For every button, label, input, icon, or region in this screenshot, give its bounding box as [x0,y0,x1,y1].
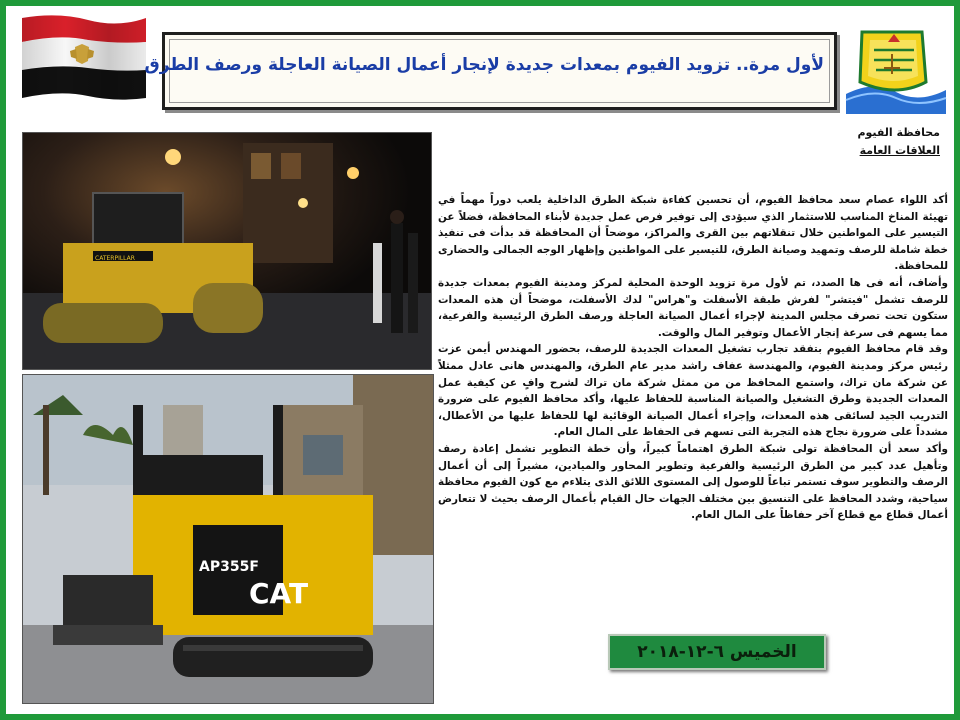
date-plate [608,634,826,670]
photo2-model-label: AP355F [199,559,259,575]
egypt-flag-icon [18,12,150,106]
article-paragraph: وأضاف، أنه فى ها الصدد، تم لأول مرة تزويد الوحدة المحلية لمركز ومدينة الفيوم بمعدات جديدة للرصف تشمل "فيتشر" لفرش طبقة الأسفلت و"هراس" لدك الأسفلت، موضحاً أن هذه المعدات ستكون تحت تصرف مجلس المدينة لإجراء أعمال الصيانة العاجلة ورصف الطرق الرئيسية والفرعية، مما يسهم فى سرعة إنجار الأعمال وتوفير المال والوقت. [438,276,948,339]
article-body [438,192,948,524]
article-paragraph: وأكد سعد أن المحافظة تولى شبكة الطرق اهتماماً كبيراً، وأن خطة التطوير تشمل إعادة رصف وتأهيل عدد كبير من الطرق الرئيسية والفرعية وتطوير المحاور والميادين، مشيراً إلى أن أعمال الرصف والتطوير سوف تستمر تباعاً للوصول إلى المستوى اللائق الذى يتلاءم مع كون الفيوم محافظة سياحية، وشدد المحافظ على التنسيق بين مختلف الجهات حال القيام بأعمال الرصف بحيث لا تتعارض أعمال قطاع مع قطاع آخر حفاظاً على المال العام. [438,442,948,522]
fayoum-governorate-logo-icon [844,20,948,114]
photo1-brand-label: CATERPILLAR [95,255,135,262]
publication-date: الخميس ٦-١٢-٢٠١٨ [637,642,797,662]
cat-asphalt-paver-photo [22,374,434,704]
article-paragraph: وقد قام محافظ الفيوم بتفقد تجارب تشغيل المعدات الجديدة للرصف، بحضور المهندس أيمن عزت رئيس مركز ومدينة الفيوم، والمهندسة عفاف راشد مدير عام الطرق، والمهندس هانى عادل ممثلاً عن شركة مان تراك، واستمع المحافظ من من ممثل شركة مان تراك لشرح وافٍ عن كيفية عمل المعدات الجديدة وطرق التشغيل والصيانة المناسبة للحفاظ عليها، وأكد محافظ الفيوم على ضرورة التدريب الجيد لسائقى هذه المعدات، وإجراء أعمال الصيانة الوقائية لها للحفاظ عليها من الأعطال، مشدداً على ضرورة نجاح هذه التجربة التى تسهم فى الحفاظ على المال العام. [438,343,948,439]
article-paragraph: أكد اللواء عصام سعد محافظ الفيوم، أن تحسين كفاءة شبكة الطرق الداخلية يلعب دوراً مهماً في تهيئة المناخ المناسب للاستثمار الذي سيؤدى إلى توفير فرص عمل جديدة لأبناء المحافظة، فضلاً عن التيسير على المواطنين خلال تنقلاتهم بين القرى والمراكز، موضحاً أن المحافظة قد بدأت فى تنفيذ خطة شاملة للرصف وتمهيد وصيانة الطرق، للتيسير على المواطنين وإظهار الوجه الجمالى والحضارى للمحافظة. [438,194,948,273]
night-road-roller-photo [22,132,432,370]
page-title: لأول مرة.. تزويد الفيوم بمعدات جديدة لإنجار أعمال الصيانة العاجلة ورصف الطرق [144,55,824,75]
source-governorate: محافظة الفيوم [857,126,940,139]
photo2-brand-label: CAT [249,577,309,610]
source-department: العلاقات العامة [859,144,940,157]
title-banner [144,32,837,110]
